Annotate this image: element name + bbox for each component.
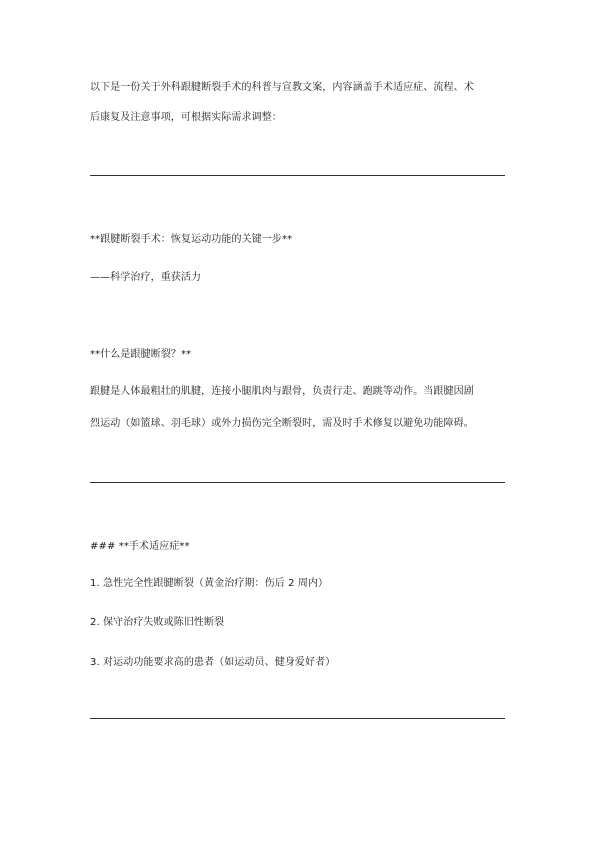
indication-item: 3. 对运动功能要求高的患者（如运动员、健身爱好者） [90,657,336,668]
section-heading-indications: ### **手术适应症** [90,541,190,552]
section-divider [90,718,505,719]
section-divider [90,482,505,483]
indication-item: 2. 保守治疗失败或陈旧性断裂 [90,617,225,628]
what-paragraph-line-1: 跟腱是人体最粗壮的肌腱，连接小腿肌肉与跟骨，负责行走、跑跳等动作。当跟腱因剧 [90,386,474,397]
intro-line-2: 后康复及注意事项，可根据实际需求调整： [90,112,282,123]
indication-item: 1. 急性完全性跟腱断裂（黄金治疗期：伤后 2 周内） [90,578,329,589]
section-heading-title: **跟腱断裂手术：恢复运动功能的关键一步** [90,234,293,245]
section-divider [90,175,505,176]
what-paragraph-line-2: 烈运动（如篮球、羽毛球）或外力损伤完全断裂时，需及时手术修复以避免功能障碍。 [90,418,474,429]
section-heading-what: **什么是跟腱断裂？** [90,349,192,360]
section-subtitle: ——科学治疗，重获活力 [90,272,202,283]
intro-line-1: 以下是一份关于外科跟腱断裂手术的科普与宣教文案，内容涵盖手术适应症、流程、术 [90,82,474,93]
